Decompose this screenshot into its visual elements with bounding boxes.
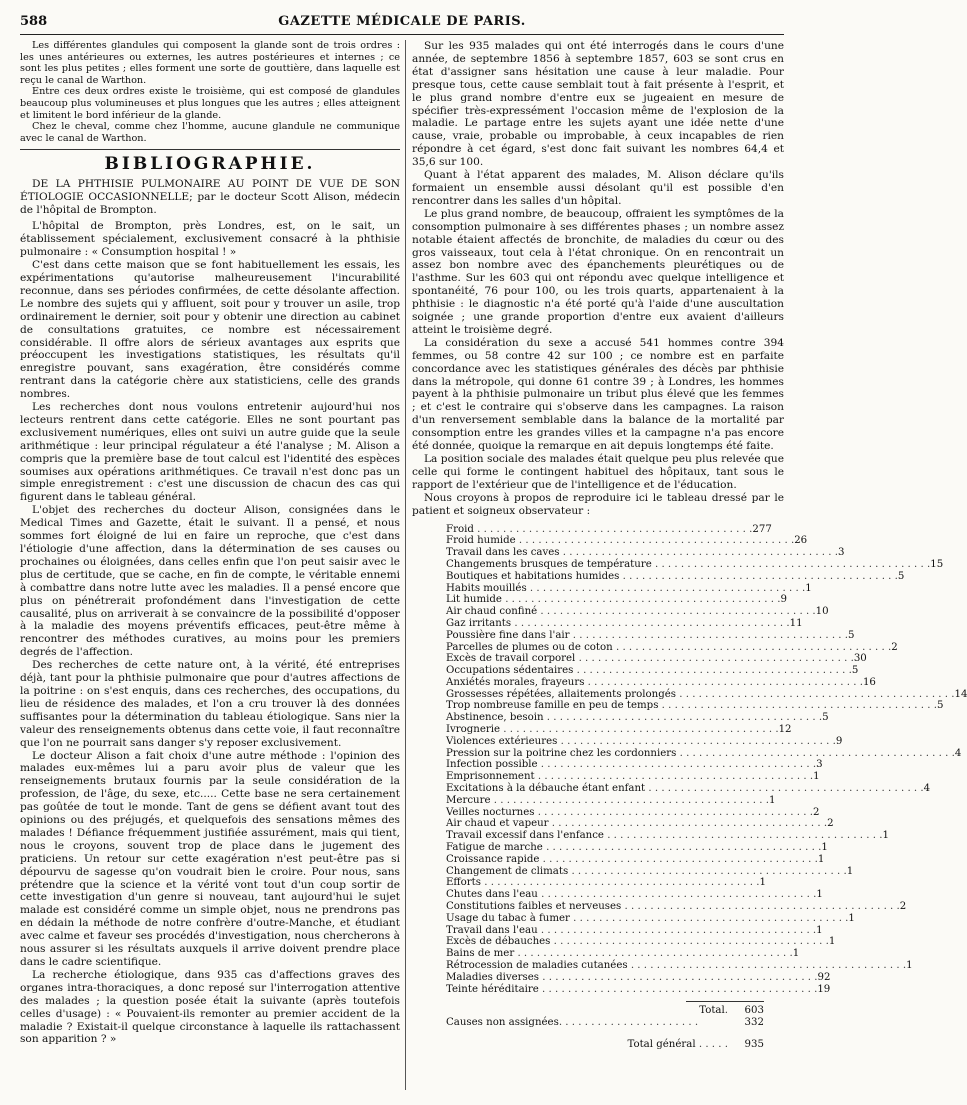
etiology-table — [446, 523, 967, 1051]
cause-label: Poussière fine dans l'air . . . . . . . . . . . . . . . . . . . . . . . . . . . . . . . . . . . . . . . . . . . — [446, 629, 849, 641]
cause-label-text: Teinte héréditaire — [446, 983, 539, 995]
table-row — [446, 960, 913, 972]
cause-label-text: Pression sur la poitrine chez les cordonniers — [446, 747, 677, 759]
cause-count: 3 — [816, 759, 823, 771]
cause-label-text: Excès de travail corporel — [446, 653, 576, 665]
table-row — [446, 971, 831, 984]
cause-count: 2 — [827, 818, 834, 830]
table-row — [446, 759, 823, 771]
cause-label-text: Anxiétés morales, frayeurs — [446, 676, 585, 688]
cause-label: Excès de débauches . . . . . . . . . . . . . . . . . . . . . . . . . . . . . . . . . . . . . . . . . . . — [446, 936, 829, 948]
paragraph: Les recherches dont nous voulons entretenir aujourd'hui nos lecteurs rentrent dans cette catégorie. Elles ne sont pourtant pas exclusivement numériques, elles ont suivi un autre guide que la seule arithmétique : leur principal régulateur a été l'analyse ; M. Alison a compris que la première base de tout calcul est l'identité des espèces soumises aux opérations arithmétiques. Ce travail n'est donc pas un simple enregistrement : c'est une discussion de chacun des cas qui figurent dans le tableau général. — [20, 401, 400, 504]
table-row — [446, 948, 800, 960]
unassigned-label: Causes non assignées. . . . . . . . . . . . . . . . . . . . . . — [446, 1017, 699, 1029]
cause-label: Air chaud et vapeur . . . . . . . . . . . . . . . . . . . . . . . . . . . . . . . . . . . . . . . . . . . — [446, 818, 828, 830]
cause-label: Abstinence, besoin . . . . . . . . . . . . . . . . . . . . . . . . . . . . . . . . . . . . . . . . . . . — [446, 712, 823, 724]
cause-label: Froid humide . . . . . . . . . . . . . . . . . . . . . . . . . . . . . . . . . . . . . . . . . . . — [446, 535, 795, 547]
cause-label-text: Fatigue de marche — [446, 842, 543, 854]
cause-label-text: Constitutions faibles et nerveuses — [446, 901, 622, 913]
cause-count: 10 — [815, 606, 829, 618]
cause-label: Teinte héréditaire . . . . . . . . . . . . . . . . . . . . . . . . . . . . . . . . . . . . . . . . . . . — [446, 983, 818, 995]
cause-label: Habits mouillés . . . . . . . . . . . . . . . . . . . . . . . . . . . . . . . . . . . . . . . . . . . — [446, 582, 806, 594]
cause-count: 5 — [936, 700, 944, 712]
paragraph: Les différentes glandules qui composent la glande sont de trois ordres : les unes antérieures ou externes, les autres postérieures et internes ; ce sont les plus petites ; elles forment une sorte de gouttière, dans laquelle est reçu le canal de Warthon. — [20, 40, 400, 86]
cause-count: 1 — [813, 771, 820, 783]
cause-label: Bains de mer . . . . . . . . . . . . . . . . . . . . . . . . . . . . . . . . . . . . . . . . . . . — [446, 948, 793, 960]
table-row — [446, 889, 823, 901]
paragraph: Chez le cheval, comme chez l'homme, aucune glandule ne communique avec le canal de Warthon. — [20, 121, 400, 144]
cause-count: 9 — [780, 594, 787, 606]
cause-label-text: Habits mouillés — [446, 582, 527, 594]
cause-label: Pression sur la poitrine chez les cordonniers . . . . . . . . . . . . . . . . . . . . . . . . . . . . . . . . . . . . . . . . . . . — [446, 747, 955, 759]
cause-label: Excitations à la débauche étant enfant . . . . . . . . . . . . . . . . . . . . . . . . . . . . . . . . . . . . . . . . . . . — [446, 783, 924, 795]
paragraph: Nous croyons à propos de reproduire ici le tableau dressé par le patient et soigneux observateur : — [412, 491, 784, 517]
cause-label: Croissance rapide . . . . . . . . . . . . . . . . . . . . . . . . . . . . . . . . . . . . . . . . . . . — [446, 853, 818, 865]
total-label: Total. — [699, 1005, 728, 1017]
grand-total-value: 935 — [744, 1039, 764, 1050]
cause-label-text: Maladies diverses — [446, 971, 540, 983]
table-row — [446, 629, 855, 642]
cause-count: 1 — [817, 853, 825, 865]
cause-label-text: Mercure — [446, 794, 491, 806]
table-row — [446, 712, 829, 724]
cause-label-text: Lit humide — [446, 594, 502, 606]
cause-label: Usage du tabac à fumer . . . . . . . . . . . . . . . . . . . . . . . . . . . . . . . . . . . . . . . . . . . — [446, 912, 849, 924]
cause-count: 9 — [835, 735, 843, 747]
cause-label-text: Usage du tabac à fumer — [446, 912, 570, 924]
table-row — [446, 700, 944, 712]
table-row — [446, 558, 944, 571]
table-row — [446, 606, 829, 618]
cause-count: 30 — [853, 653, 867, 665]
table-row — [446, 688, 967, 701]
cause-label-text: Travail dans les caves — [446, 547, 560, 559]
cause-label: Gaz irritants . . . . . . . . . . . . . . . . . . . . . . . . . . . . . . . . . . . . . . . . . . . — [446, 617, 790, 629]
table-row — [446, 806, 820, 819]
cause-count: 2 — [891, 641, 898, 653]
cause-label-text: Abstinence, besoin — [446, 712, 544, 724]
review-subtitle-rest: ; par le docteur Scott Alison, médecin de l'hôpital de Brompton. — [20, 191, 400, 217]
cause-count: 15 — [930, 558, 944, 570]
table-row — [446, 865, 854, 878]
table-row — [446, 830, 889, 842]
cause-count: 14 — [954, 688, 967, 700]
table-row — [446, 535, 808, 547]
cause-count: 19 — [817, 983, 831, 995]
cause-count: 11 — [789, 617, 803, 629]
table-row — [446, 724, 792, 736]
review-subtitle — [20, 178, 400, 217]
running-header — [20, 14, 784, 35]
cause-label-text: Excès de débauches — [446, 936, 551, 948]
cause-label-text: Changements brusques de température — [446, 558, 652, 570]
cause-count: 16 — [862, 676, 876, 688]
cause-count: 92 — [817, 971, 831, 983]
total-label-text: Total — [699, 1005, 725, 1017]
unassigned-row — [446, 1017, 764, 1029]
section-rule — [20, 149, 400, 150]
cause-label: Boutiques et habitations humides . . . . . . . . . . . . . . . . . . . . . . . . . . . . . . . . . . . . . . . . . . . — [446, 570, 898, 582]
table-row — [446, 582, 812, 595]
cause-count: 1 — [792, 948, 800, 960]
table-row — [446, 641, 898, 654]
cause-label: Anxiétés morales, frayeurs . . . . . . . . . . . . . . . . . . . . . . . . . . . . . . . . . . . . . . . . . . . — [446, 676, 863, 688]
table-row — [446, 747, 962, 760]
table-row — [446, 594, 787, 606]
cause-count: 1 — [828, 936, 836, 948]
journal-title: GAZETTE MÉDICALE DE PARIS. — [278, 14, 526, 29]
cause-count: 5 — [851, 665, 859, 677]
cause-count: 1 — [759, 877, 766, 889]
cause-label: Changements brusques de température . . . . . . . . . . . . . . . . . . . . . . . . . . . . . . . . . . . . . . . . . . . — [446, 558, 931, 570]
cause-label: Maladies diverses . . . . . . . . . . . . . . . . . . . . . . . . . . . . . . . . . . . . . . . . . . . — [446, 971, 818, 983]
cause-label-text: Trop nombreuse famille en peu de temps — [446, 700, 659, 712]
paragraph: Entre ces deux ordres existe le troisième, qui est composé de glandules beaucoup plus volumineuses et plus longues que les autres ; elles atteignent et limitent le bord inférieur de la glande. — [20, 86, 400, 121]
cause-count: 4 — [923, 783, 931, 795]
table-row — [446, 783, 931, 795]
paragraph: Des recherches de cette nature ont, à la vérité, été entreprises déjà, tant pour la phthisie pulmonaire que pour d'autres affections de la poitrine : on s'est enquis, dans ces recherches, des occupations, du lieu de résidence des malades, et l'on a cru trouver là des données suffisantes pour la détermination du tableau étiologique. Sans nier la valeur des renseignements obtenus dans cette voie, il faut reconnaître que l'on ne pourrait sans danger s'y reposer exclusivement. — [20, 659, 400, 749]
cause-label-text: Poussière fine dans l'air — [446, 629, 570, 641]
table-row — [446, 912, 855, 925]
cause-label-text: Occupations sédentaires — [446, 665, 574, 677]
cause-label: Changement de climats . . . . . . . . . . . . . . . . . . . . . . . . . . . . . . . . . . . . . . . . . . . — [446, 865, 847, 877]
cause-label-text: Chutes dans l'eau — [446, 889, 538, 901]
cause-label-text: Bains de mer — [446, 948, 515, 960]
paragraph: La position sociale des malades était quelque peu plus relevée que celle qui forme le contingent habituel des hôpitaux, tant sous le rapport de l'extérieur que de l'intelligence et de l'éducation. — [412, 453, 784, 491]
cause-label-text: Croissance rapide — [446, 853, 540, 865]
cause-count: 1 — [769, 794, 776, 806]
table-row — [446, 523, 772, 536]
cause-label-text: Froid humide — [446, 535, 516, 547]
cause-label-text: Boutiques et habitations humides — [446, 570, 620, 582]
cause-label: Excès de travail corporel . . . . . . . . . . . . . . . . . . . . . . . . . . . . . . . . . . . . . . . . . . . — [446, 653, 854, 665]
paragraph: Le docteur Alison a fait choix d'une autre méthode : l'opinion des malades eux-mêmes lui a paru avoir plus de valeur que les renseignements brutaux fournis par la seule considération de la profession, de l'âge, du sexe, etc..... Cette base ne sera certainement pas goûtée de tout le monde. Tant de gens se défient avant tout des opinions ou des préjugés, et quelquefois des sensations mêmes des malades ! Défiance fréquemment justifiée assurément, mais qui tient, nous le croyons, souvent trop de place dans le jugement des praticiens. Un retour sur cette exagération n'est peut-être pas si dépourvu de sagesse qu'on voudrait bien le croire. Pour nous, sans prétendre que la science et la vérité vont tout d'un coup sortir de cette investigation d'un genre si nouveau, tant aujourd'hui le sujet malade est considéré comme un simple objet, nous ne prendrons pas en dédain la méthode de notre confrère d'outre-Manche, et étudiant avec calme et faveur ses procédés d'investigation, nous chercherons à nous assurer si les résultats auxquels il arrive doivent prendre place dans le cadre scientifique. — [20, 749, 400, 968]
cause-label-text: Air chaud confiné — [446, 606, 538, 618]
cause-label-text: Violences extérieures — [446, 735, 558, 747]
cause-label-text: Excitations à la débauche étant enfant — [446, 783, 646, 795]
table-row — [446, 570, 905, 583]
cause-label-text: Grossesses répétées, allaitements prolongés — [446, 688, 676, 700]
grand-total-row — [446, 1039, 764, 1051]
cause-count: 1 — [848, 912, 855, 924]
cause-label: Mercure . . . . . . . . . . . . . . . . . . . . . . . . . . . . . . . . . . . . . . . . . . . — [446, 794, 769, 806]
cause-label: Veilles nocturnes . . . . . . . . . . . . . . . . . . . . . . . . . . . . . . . . . . . . . . . . . . . — [446, 806, 813, 818]
cause-label: Travail dans les caves . . . . . . . . . . . . . . . . . . . . . . . . . . . . . . . . . . . . . . . . . . . — [446, 547, 838, 559]
review-subtitle-caps: DE LA PHTHISIE PULMONAIRE AU POINT DE VUE DE SON ÉTIOLOGIE OCCASIONNELLE — [20, 178, 400, 204]
cause-count: 277 — [752, 523, 772, 535]
cause-count: 1 — [906, 960, 913, 972]
cause-label-text: Travail excessif dans l'enfance — [446, 830, 604, 842]
grand-total-label: Total général . . . . . — [627, 1039, 728, 1050]
cause-count: 4 — [954, 747, 962, 759]
cause-count: 26 — [794, 535, 808, 547]
table-row — [446, 818, 834, 830]
cause-count: 5 — [848, 629, 855, 641]
cause-label: Lit humide . . . . . . . . . . . . . . . . . . . . . . . . . . . . . . . . . . . . . . . . . . . — [446, 594, 781, 606]
cause-count: 1 — [816, 889, 823, 901]
cause-count: 3 — [838, 547, 845, 559]
paragraph: La considération du sexe a accusé 541 hommes contre 394 femmes, ou 58 contre 42 sur 100 ; ce nombre est en parfaite concordance avec les statistiques générales des décès par phthisie dans la métropole, qui donne 61 contre 39 ; à Londres, les hommes payent à la phthisie pulmonaire un tribut plus élevé que les femmes ; et c'est le contraire qui s'observe dans les campagnes. La raison d'un renversement semblable dans la balance de la mortalité par consomption entre les grandes villes et la campagne n'a pas encore été donnée, quoique la remarque en ait depuis longtemps été faite. — [412, 336, 784, 453]
table-row — [446, 877, 764, 889]
cause-label-text: Infection possible — [446, 759, 538, 771]
paragraph: La recherche étiologique, dans 935 cas d'affections graves des organes intra-thoraciques, a donc reposé sur l'interrogation attentive des malades ; la question posée était la suivante (après toutefois celles d'usage) : « Pouvaient-ils remonter au premier accident de la maladie ? Existait-il quelque circonstance à laquelle ils rattachassent son apparition ? » — [20, 968, 400, 1046]
cause-label-text: Emprisonnement — [446, 771, 535, 783]
cause-label-text: Veilles nocturnes — [446, 806, 535, 818]
cause-label: Chutes dans l'eau . . . . . . . . . . . . . . . . . . . . . . . . . . . . . . . . . . . . . . . . . . . — [446, 889, 817, 901]
table-row — [446, 983, 831, 996]
cause-count: 5 — [897, 570, 905, 582]
cause-label: Grossesses répétées, allaitements prolongés . . . . . . . . . . . . . . . . . . . . . . . . . . . . . . . . . . . . . . . . . . . — [446, 688, 955, 700]
cause-count: 1 — [816, 924, 823, 936]
cause-count: 2 — [899, 901, 907, 913]
page-number: 588 — [20, 14, 48, 29]
table-row — [446, 936, 836, 948]
cause-label: Air chaud confiné . . . . . . . . . . . . . . . . . . . . . . . . . . . . . . . . . . . . . . . . . . . — [446, 606, 816, 618]
table-row — [446, 842, 828, 854]
unassigned-label-text: Causes non assignées — [446, 1017, 559, 1029]
table-row — [446, 771, 820, 783]
table-row — [446, 794, 776, 807]
cause-count: 2 — [812, 806, 820, 818]
total-row — [446, 1005, 764, 1017]
table-row — [446, 924, 823, 937]
journal-page — [20, 14, 967, 1094]
paragraph: L'objet des recherches du docteur Alison, consignées dans le Medical Times and Gazette, était le suivant. Il a pensé, et nous sommes fort éloigné de lui en faire un reproche, que c'est dans l'étiologie d'une affection, dans la détermination de ses causes ou prochaines ou éloignées, dans celles enfin que l'on peut saisir avec le plus de certitude, que se cache, en fin de compte, le véritable ennemi à combattre dans notre lutte avec les maladies. Il a pensé encore que plus on pénétrerait profondément dans l'investigation de cette causalité, plus on arriverait à se convaincre de la possibilité d'opposer à la maladie des moyens préventifs efficaces, peut-être même à rencontrer des méthodes curatives, au moins pour les premiers degrés de l'affection. — [20, 504, 400, 659]
cause-count: 1 — [846, 865, 854, 877]
cause-label: Occupations sédentaires . . . . . . . . . . . . . . . . . . . . . . . . . . . . . . . . . . . . . . . . . . . — [446, 665, 852, 677]
cause-label-text: Froid — [446, 523, 474, 535]
paragraph: Le plus grand nombre, de beaucoup, offraient les symptômes de la consomption pulmonaire à ses différentes phases ; un nombre assez notable étaient affectés de bronchite, de maladies du cœur ou des gros vaisseaux, tout cela à l'état chronique. On en rencontrait un assez bon nombre avec des épanchements pleurétiques ou de l'asthme. Sur les 603 qui ont répondu avec quelque intelligence et spontanéité, 76 pour 100, ou les trois quarts, appartenaient à la phthisie : le diagnostic n'a été porté qu'à l'aide d'une auscultation soignée ; une grande proportion d'entre eux avaient d'ailleurs atteint le troisième degré. — [412, 207, 784, 336]
paragraph: L'hôpital de Brompton, près Londres, est, on le sait, un établissement spécialement, exclusivement consacré à la phthisie pulmonaire : « Consumption hospital ! » — [20, 220, 400, 259]
total-rule — [686, 1001, 764, 1002]
cause-label: Emprisonnement . . . . . . . . . . . . . . . . . . . . . . . . . . . . . . . . . . . . . . . . . . . — [446, 771, 814, 783]
paragraph: Sur les 935 malades qui ont été interrogés dans le cours d'une année, de septembre 1856 à septembre 1857, 603 se sont crus en état d'assigner sans hésitation une cause à leur maladie. Pour presque tous, cette cause semblait tout à fait présente à l'esprit, et le plus grand nombre d'entre eux se jugeaient en mesure de spécifier très-expressément l'occasion même de l'explosion de la maladie. Le partage entre les sujets ayant une idée nette d'une cause, vraie, probable ou improbable, à ceux incapables de rien répondre à cet égard, s'est donc fait suivant les nombres 64,4 et 35,6 sur 100. — [412, 40, 784, 169]
cause-count: 12 — [778, 724, 792, 736]
cause-label-text: Travail dans l'eau — [446, 924, 538, 936]
cause-label: Violences extérieures . . . . . . . . . . . . . . . . . . . . . . . . . . . . . . . . . . . . . . . . . . . — [446, 735, 836, 747]
cause-label: Trop nombreuse famille en peu de temps . . . . . . . . . . . . . . . . . . . . . . . . . . . . . . . . . . . . . . . . . . . — [446, 700, 937, 712]
cause-label-text: Efforts — [446, 877, 481, 889]
table-row — [446, 901, 907, 913]
cause-label-text: Rétrocession de maladies cutanées — [446, 960, 628, 972]
cause-label: Rétrocession de maladies cutanées . . . . . . . . . . . . . . . . . . . . . . . . . . . . . . . . . . . . . . . . . . . — [446, 960, 907, 972]
cause-count: 5 — [822, 712, 829, 724]
cause-label-text: Gaz irritants — [446, 617, 512, 629]
cause-label: Travail excessif dans l'enfance . . . . . . . . . . . . . . . . . . . . . . . . . . . . . . . . . . . . . . . . . . . — [446, 830, 883, 842]
table-row — [446, 853, 825, 866]
table-row — [446, 547, 845, 559]
cause-label: Ivrognerie . . . . . . . . . . . . . . . . . . . . . . . . . . . . . . . . . . . . . . . . . . . — [446, 724, 779, 736]
section-title: BIBLIOGRAPHIE. — [104, 154, 316, 175]
cause-count: 1 — [805, 582, 812, 594]
cause-label-text: Parcelles de plumes ou de coton — [446, 641, 613, 653]
cause-count: 1 — [882, 830, 889, 842]
cause-label: Froid . . . . . . . . . . . . . . . . . . . . . . . . . . . . . . . . . . . . . . . . . . . — [446, 523, 753, 535]
cause-label: Travail dans l'eau . . . . . . . . . . . . . . . . . . . . . . . . . . . . . . . . . . . . . . . . . . . — [446, 924, 817, 936]
cause-label: Constitutions faibles et nerveuses . . . . . . . . . . . . . . . . . . . . . . . . . . . . . . . . . . . . . . . . . . . — [446, 901, 900, 913]
cause-count: 1 — [821, 842, 828, 854]
table-row — [446, 665, 859, 677]
etiology-rows — [446, 523, 967, 996]
unassigned-value: 332 — [744, 1017, 764, 1029]
table-row — [446, 617, 803, 630]
left-column — [20, 40, 400, 1092]
cause-label: Parcelles de plumes ou de coton . . . . . . . . . . . . . . . . . . . . . . . . . . . . . . . . . . . . . . . . . . . — [446, 641, 892, 653]
cause-label: Infection possible . . . . . . . . . . . . . . . . . . . . . . . . . . . . . . . . . . . . . . . . . . . — [446, 759, 817, 771]
right-column — [412, 40, 967, 1092]
cause-label: Fatigue de marche . . . . . . . . . . . . . . . . . . . . . . . . . . . . . . . . . . . . . . . . . . . — [446, 842, 822, 854]
table-row — [446, 735, 843, 748]
cause-label: Efforts . . . . . . . . . . . . . . . . . . . . . . . . . . . . . . . . . . . . . . . . . . . — [446, 877, 760, 889]
total-value: 603 — [744, 1005, 764, 1017]
paragraph: C'est dans cette maison que se font habituellement les essais, les expérimentations qu'autorise malheureusement l'incurabilité reconnue, dans ses périodes confirmées, de cette désolante affection. Le nombre des sujets qui y affluent, soit pour y trouver un asile, trop ordinairement le dernier, soit pour y obtenir une direction au cabinet de consultations gratuites, ce nombre est nécessairement considérable. Il offre alors de sérieux avantages aux esprits que préoccupent les investigations statistiques, les résultats qu'il enregistre pouvant, sans exagération, être considérés comme rentrant dans la catégorie chère aux statisticiens, celle des grands nombres. — [20, 259, 400, 401]
cause-label-text: Changement de climats — [446, 865, 569, 877]
table-row — [446, 653, 867, 665]
paragraph: Quant à l'état apparent des malades, M. Alison déclare qu'ils formaient un ensemble aussi désolant qu'il est possible d'en rencontrer dans les salles d'un hôpital. — [412, 169, 784, 207]
table-row — [446, 676, 876, 689]
grand-total-label-text: Total général — [627, 1039, 696, 1050]
cause-label-text: Air chaud et vapeur — [446, 818, 549, 830]
cause-label-text: Ivrognerie — [446, 724, 501, 736]
